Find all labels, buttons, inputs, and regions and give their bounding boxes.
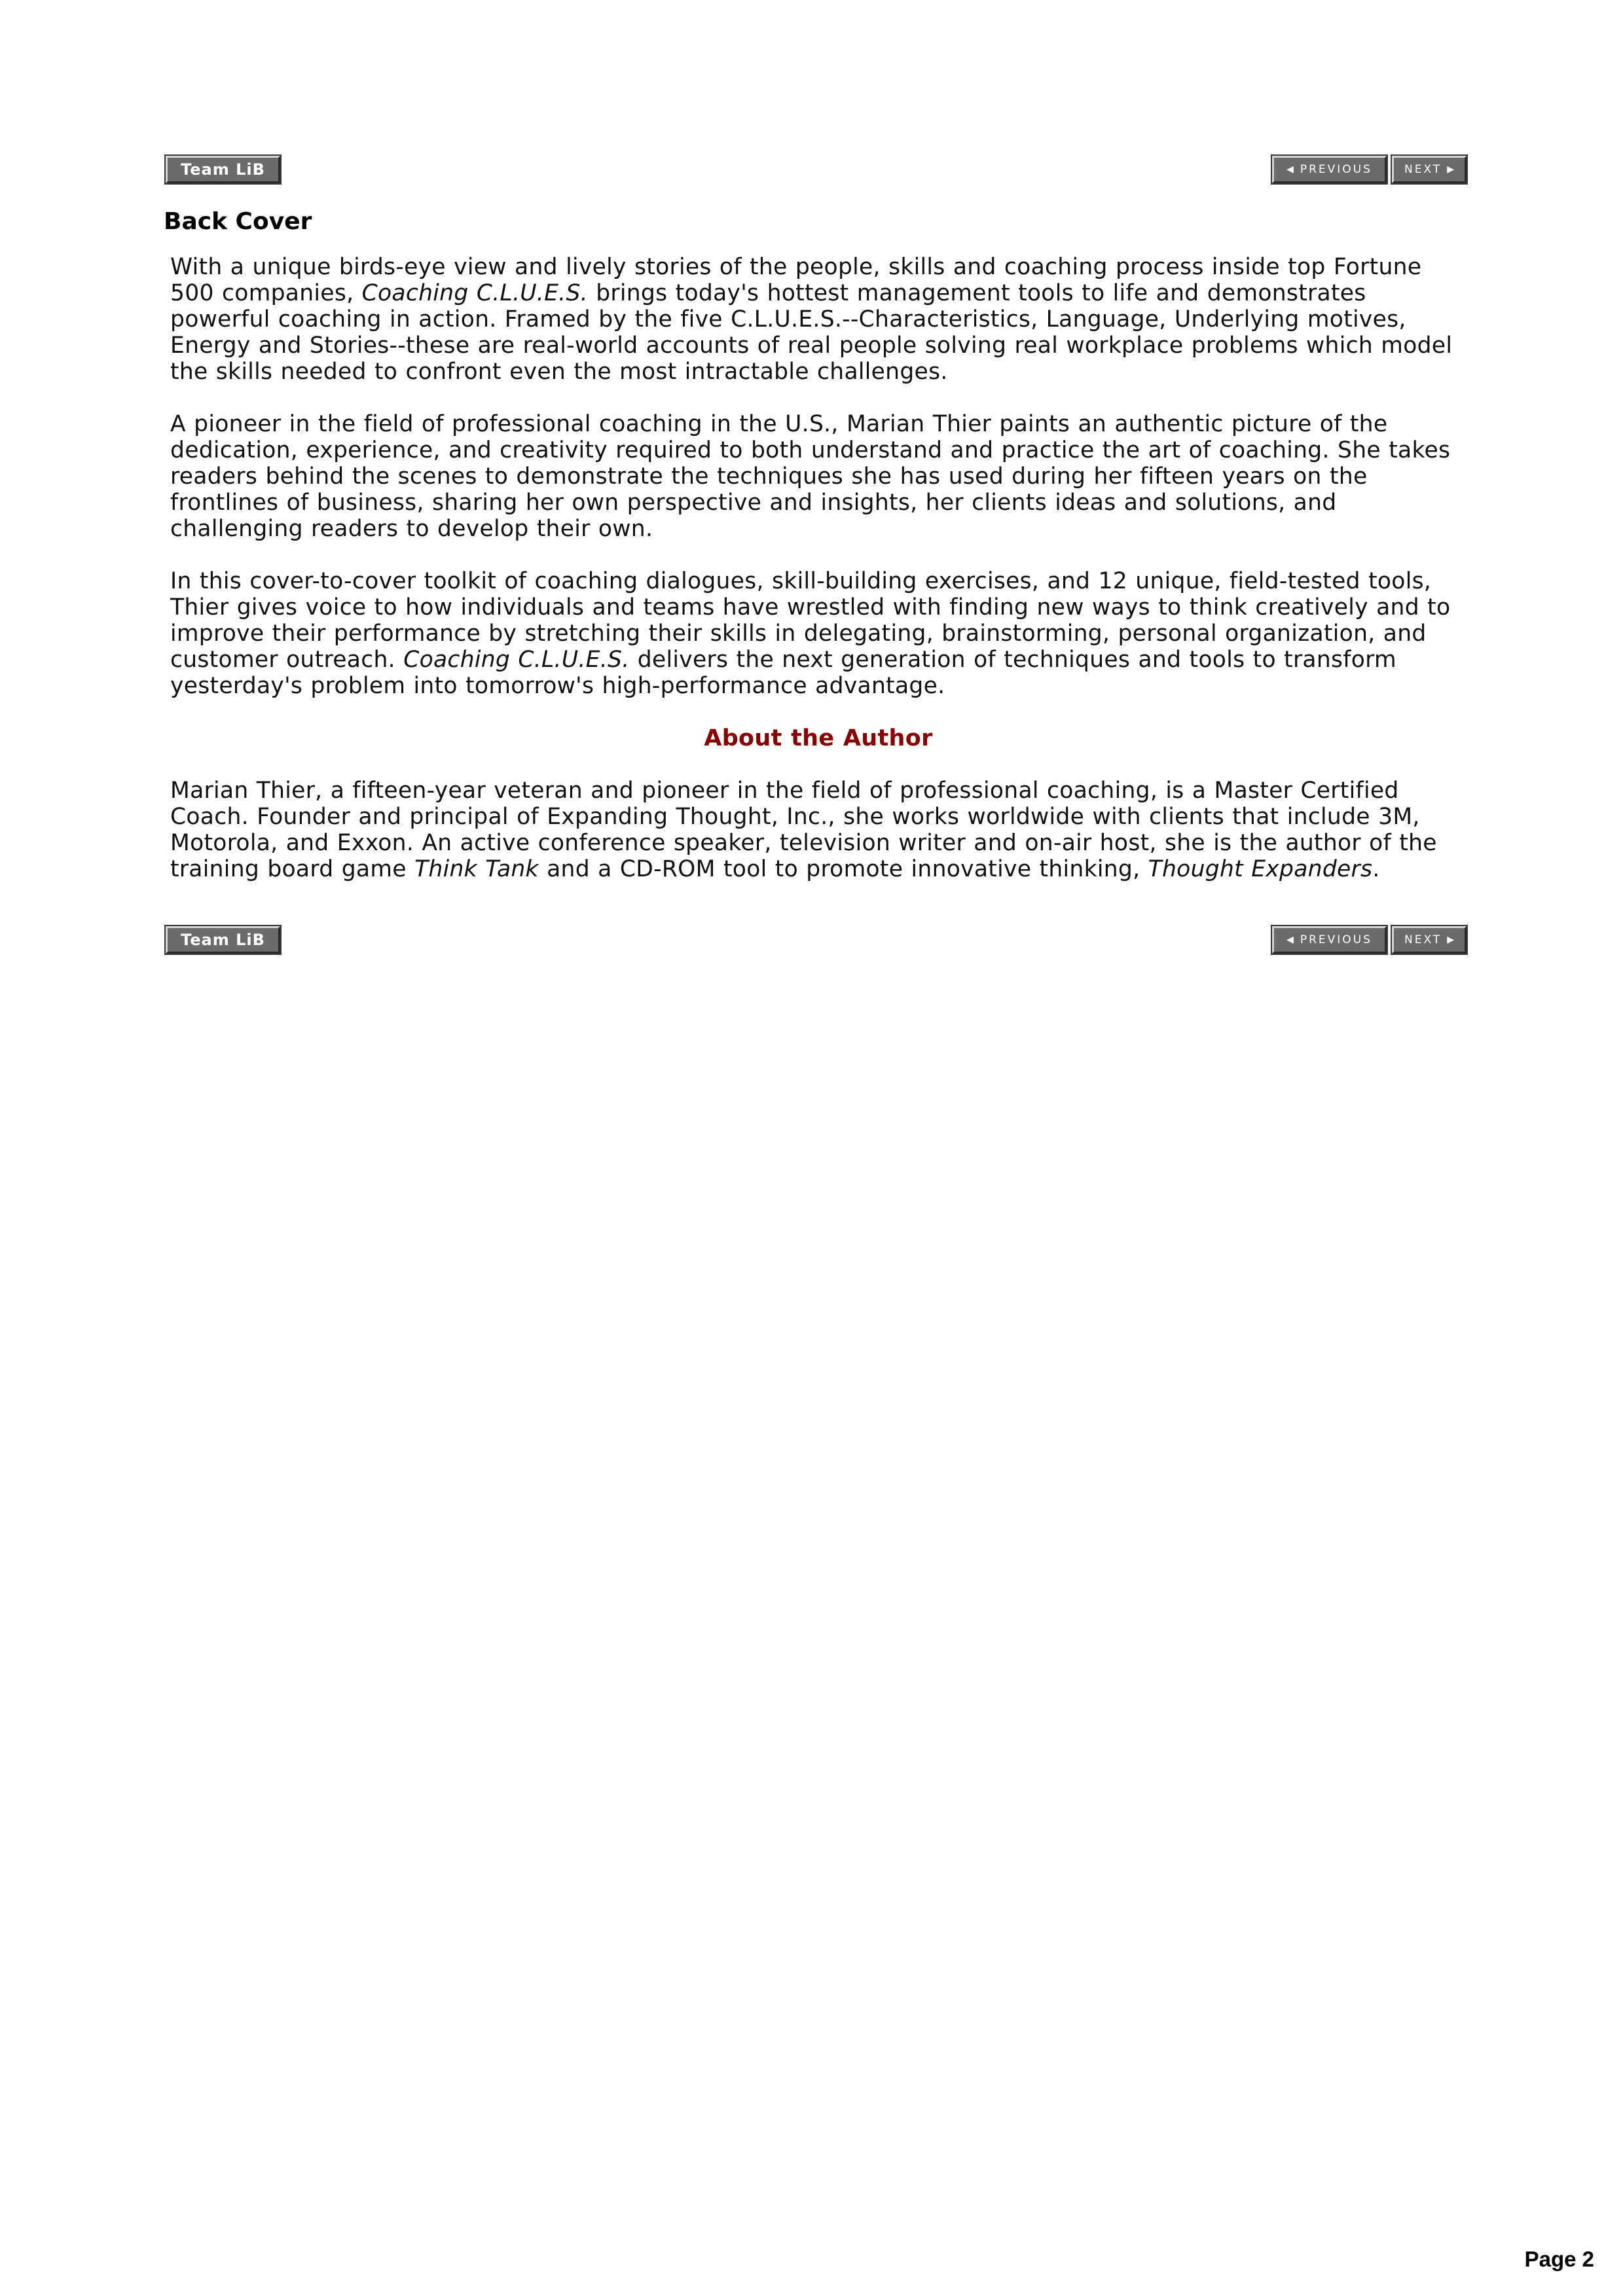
arrow-left-icon: ◀ [1286, 935, 1294, 945]
previous-label: PREVIOUS [1300, 163, 1372, 176]
previous-label: PREVIOUS [1300, 933, 1372, 946]
team-lib-label: Team LiB [181, 931, 265, 949]
paragraph-text: . [1372, 856, 1380, 882]
game-title: Think Tank [414, 856, 539, 882]
paragraph-text: A pioneer in the field of professional coaching in the U.S., Marian Thier paints an authentic picture of the dedication, experience, and creativity required to both understand and practice the art of coaching. She takes readers behind the scenes to demonstrate the techniques she has used during her fifteen years on the frontlines of business, sharing her own perspective and insights, her clients ideas and solutions, and challenging readers to develop their own. [170, 411, 1451, 542]
about-author-heading: About the Author [704, 725, 933, 751]
book-title: Coaching C.L.U.E.S. [361, 280, 588, 306]
arrow-right-icon: ▶ [1447, 935, 1454, 945]
top-navigation [166, 156, 1467, 183]
paragraph-text: With a unique birds-eye view and lively stories of the people, skills and coaching process inside top Fortune 500 companies, [170, 254, 1422, 306]
bottom-navigation [166, 926, 1467, 954]
paragraph-text: In this cover-to-cover toolkit of coaching dialogues, skill-building exercises, and 12 unique, field-tested tools, Thier gives voice to how individuals and teams have wrestled with finding new ways to think creatively and to improve their performance by stretching their skills in delegating, brainstorming, personal organization, and customer outreach. [170, 568, 1451, 673]
team-lib-button[interactable] [166, 926, 280, 954]
author-heading-wrapper [170, 725, 1467, 751]
paragraph-author [170, 778, 1473, 882]
next-button[interactable] [1392, 156, 1467, 183]
book-title: Coaching C.L.U.E.S. [403, 647, 630, 673]
previous-button[interactable] [1272, 926, 1387, 954]
page-number: Page 2 [1524, 2247, 1594, 2271]
paragraph-text: Marian Thier, a fifteen-year veteran and pioneer in the field of professional coaching, is a Master Certified Coach. Founder and principal of Expanding Thought, Inc., she works worldwide with clients that include 3M, Motorola, and Exxon. An active conference speaker, television writer and on-air host, she is the author of the training board game [170, 778, 1437, 882]
arrow-right-icon: ▶ [1447, 164, 1454, 175]
paragraph-pioneer [170, 411, 1473, 542]
tool-title: Thought Expanders [1148, 856, 1373, 882]
main-content [170, 254, 1473, 882]
previous-button[interactable] [1272, 156, 1387, 183]
section-title: Back Cover [164, 208, 312, 235]
paragraph-text: delivers the next generation of techniques and tools to transform yesterday's problem into tomorrow's high-performance advantage. [170, 647, 1396, 699]
paragraph-text: brings today's hottest management tools to life and demonstrates powerful coaching in action. Framed by the five C.L.U.E.S.--Characteristics, Language, Underlying motives, Energy and Stories--these are real-world accounts of real people solving real workplace problems which model the skills needed to confront even the most intractable challenges. [170, 280, 1453, 385]
team-lib-label: Team LiB [181, 160, 265, 179]
next-label: NEXT [1404, 933, 1442, 946]
paragraph-text: and a CD-ROM tool to promote innovative thinking, [538, 856, 1148, 882]
paragraph-toolkit [170, 568, 1473, 699]
team-lib-button[interactable] [166, 156, 280, 183]
paragraph-intro [170, 254, 1473, 385]
next-button[interactable] [1392, 926, 1467, 954]
arrow-left-icon: ◀ [1286, 164, 1294, 175]
next-label: NEXT [1404, 163, 1442, 176]
